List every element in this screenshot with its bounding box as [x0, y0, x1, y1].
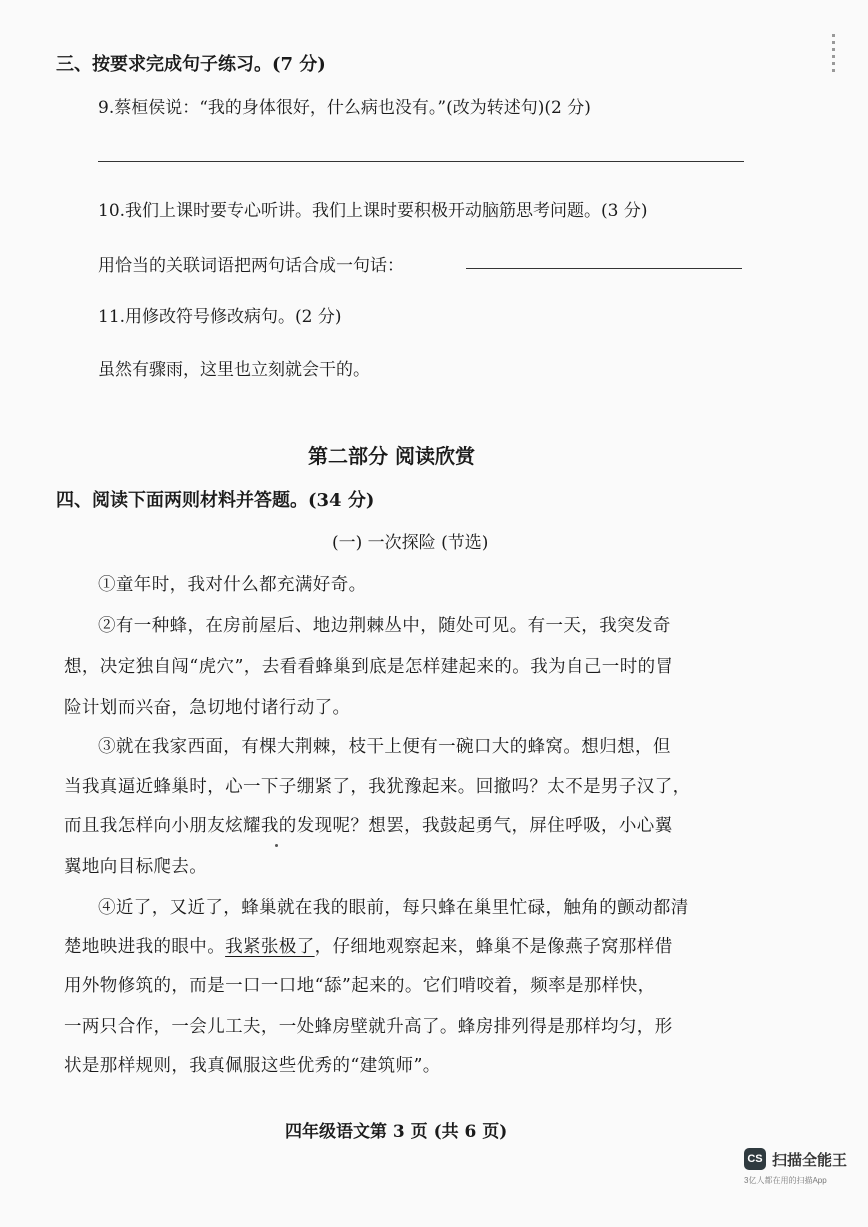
watermark-sub: 3亿人都在用的扫描App — [744, 1176, 827, 1185]
passage-line: 当我真逼近蜂巢时，心一下子绷紧了，我犹豫起来。回撤吗？太不是男子汉了， — [64, 777, 691, 797]
passage-line: ①童年时，我对什么都充满好奇。 — [98, 575, 367, 595]
scanner-watermark — [744, 1148, 848, 1185]
page-footer: 四年级语文第 3 页 (共 6 页) — [285, 1122, 508, 1142]
q9-answer-line — [98, 161, 744, 162]
question-11: 11.用修改符号修改病句。(2 分) — [98, 307, 342, 327]
emphasis-dot — [275, 844, 278, 847]
q11-sentence: 虽然有骤雨，这里也立刻就会干的。 — [98, 360, 370, 380]
question-10: 10.我们上课时要专心听讲。我们上课时要积极开动脑筋思考问题。(3 分) — [98, 201, 648, 221]
passage-line: ④近了，又近了，蜂巢就在我的眼前，每只蜂在巢里忙碌，触角的颤动都清 — [98, 898, 689, 918]
passage-line: 而且我怎样向小朋友炫耀我的发现呢？想罢，我鼓起勇气，屏住呼吸，小心翼 — [64, 816, 673, 836]
passage-line: ②有一种蜂，在房前屋后、地边荆棘丛中，随处可见。有一天，我突发奇 — [98, 616, 671, 636]
passage-line-underlined — [64, 933, 673, 958]
passage-line: 一两只合作，一会儿工夫，一处蜂房壁就升高了。蜂房排列得是那样均匀，形 — [64, 1017, 673, 1037]
section4-heading: 四、阅读下面两则材料并答题。(34 分) — [56, 490, 375, 511]
q10-answer-line — [466, 268, 742, 269]
passage-line: ③就在我家西面，有棵大荆棘，枝干上便有一碗口大的蜂窝。想归想，但 — [98, 737, 671, 757]
underlined-phrase: 我紧张极了 — [225, 937, 315, 957]
passage-line: 状是那样规则，我真佩服这些优秀的“建筑师”。 — [64, 1056, 441, 1076]
q10-prompt: 用恰当的关联词语把两句话合成一句话： — [98, 256, 404, 276]
passage-line: 想，决定独自闯“虎穴”，去看看蜂巢到底是怎样建起来的。我为自己一时的冒 — [64, 657, 674, 677]
cs-logo-icon: CS — [744, 1148, 766, 1170]
line-part: ，仔细地观察起来，蜂巢不是像燕子窝那样借 — [314, 937, 673, 957]
passage-line: 用外物修筑的，而是一口一口地“舔”起来的。它们啃咬着，频率是那样快， — [64, 976, 656, 996]
part2-title: 第二部分 阅读欣赏 — [308, 444, 475, 468]
passage-line: 险计划而兴奋，急切地付诸行动了。 — [64, 698, 351, 718]
section3-heading: 三、按要求完成句子练习。(7 分) — [56, 54, 326, 75]
passage-line: 翼地向目标爬去。 — [64, 857, 208, 877]
passage-title: (一) 一次探险 (节选) — [332, 533, 489, 553]
line-part: 楚地映进我的眼中。 — [64, 937, 226, 957]
watermark-name: 扫描全能王 — [772, 1151, 848, 1169]
scan-edge-marks — [832, 30, 838, 76]
question-9: 9.蔡桓侯说：“我的身体很好，什么病也没有。”(改为转述句)(2 分) — [98, 98, 591, 118]
